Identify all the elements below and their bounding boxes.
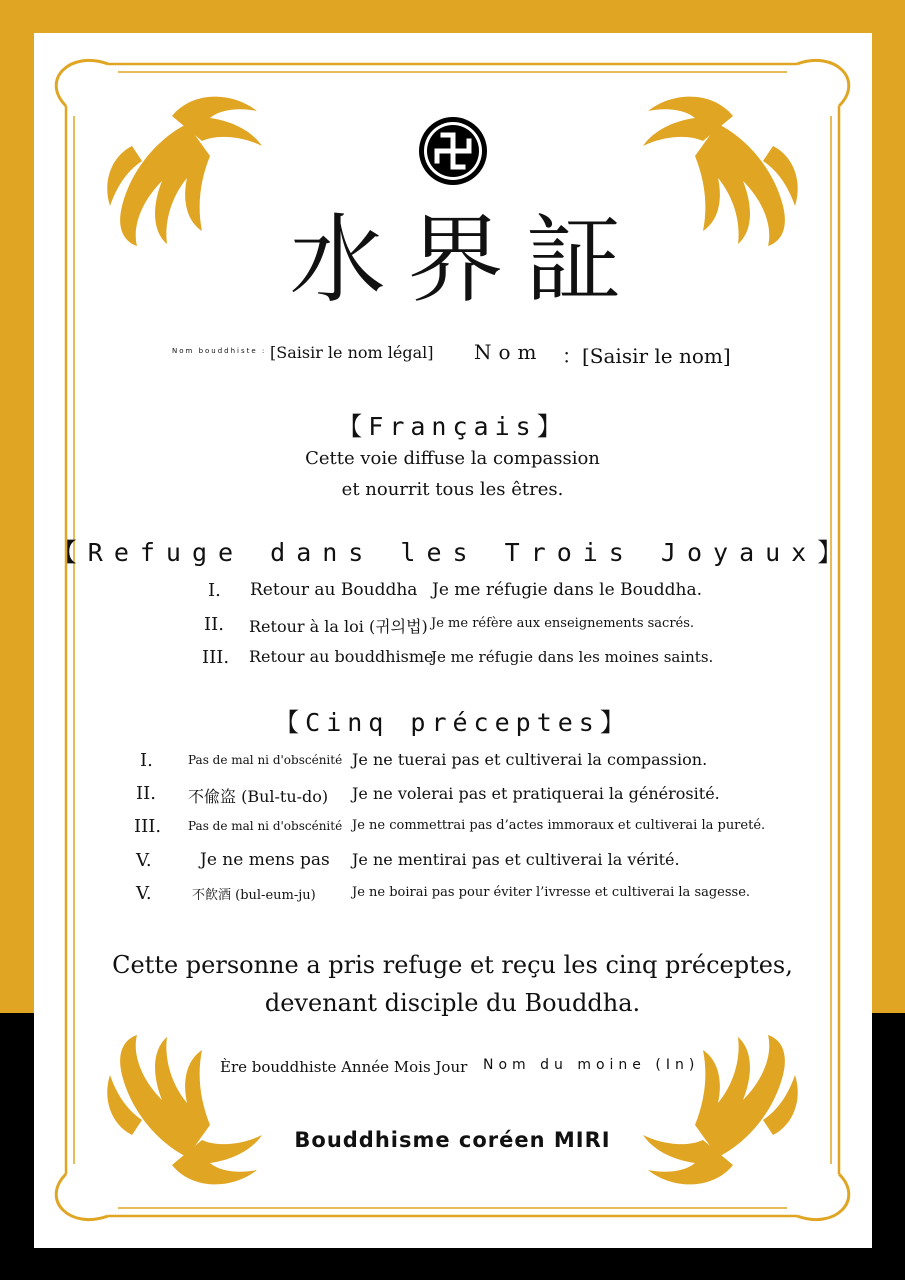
certificate-title: 水界証 — [289, 204, 644, 316]
francais-line-2: et nourrit tous les êtres. — [341, 479, 564, 500]
precept-left: Pas de mal ni d'obscénité — [188, 753, 343, 767]
refuge-left: Retour à la loi (귀의법) — [249, 617, 428, 636]
precept-left: Pas de mal ni d'obscénité — [188, 819, 343, 833]
refuge-left: Retour au bouddhisme — [249, 647, 434, 666]
refuge-right: Je me réfère aux enseignements sacrés. — [431, 616, 695, 631]
buddhist-name-value: [Saisir le nom légal] — [270, 343, 434, 362]
closing-statement — [0, 946, 905, 1022]
francais-heading: 【Français】 — [337, 412, 568, 441]
precepts-heading: 【Cinq préceptes】 — [274, 708, 631, 737]
refuge-right: Je me réfugie dans le Bouddha. — [432, 580, 702, 600]
precept-number: V. — [136, 883, 152, 904]
manji-seal-icon — [417, 115, 489, 187]
precept-left: Je ne mens pas — [200, 850, 330, 870]
name-value: ：[Saisir le nom] — [562, 344, 731, 368]
monk-name-line: Nom du moine (In) — [483, 1057, 700, 1073]
refuge-number: II. — [204, 614, 224, 635]
precept-right: Je ne mentirai pas et cultiverai la vérité. — [352, 850, 680, 869]
refuge-heading: 【Refuge dans les Trois Joyaux】 — [51, 538, 854, 567]
precept-left: 不偸盗 (Bul-tu-do) — [188, 787, 329, 806]
precept-number: II. — [136, 783, 156, 804]
precept-number: V. — [136, 850, 152, 871]
organization-name: Bouddhisme coréen MIRI — [294, 1128, 611, 1152]
precept-left: 不飮酒 (bul-eum-ju) — [192, 888, 316, 903]
precept-number: I. — [140, 750, 153, 771]
closing-line-1: Cette personne a pris refuge et reçu les cinq préceptes, — [112, 951, 793, 979]
closing-line-2: devenant disciple du Bouddha. — [264, 989, 641, 1017]
francais-line-1: Cette voie diffuse la compassion — [305, 448, 600, 469]
precept-right: Je ne commettrai pas d’actes immoraux et cultiverai la pureté. — [352, 818, 766, 833]
date-line: Ère bouddhiste Année Mois Jour — [220, 1058, 468, 1076]
phoenix-ornament-bottom-left — [92, 1030, 272, 1195]
precept-right: Je ne tuerai pas et cultiverai la compassion. — [352, 750, 708, 769]
name-row — [0, 338, 905, 368]
refuge-number: I. — [208, 580, 221, 601]
name-label: Nom — [474, 340, 544, 364]
refuge-number: III. — [202, 647, 230, 668]
precept-right: Je ne boirai pas pour éviter l’ivresse et cultiverai la sagesse. — [352, 885, 751, 900]
refuge-right: Je me réfugie dans les moines saints. — [431, 648, 714, 666]
precept-right: Je ne volerai pas et pratiquerai la générosité. — [352, 784, 720, 803]
precept-number: III. — [134, 816, 162, 837]
phoenix-ornament-bottom-right — [633, 1030, 813, 1195]
refuge-left: Retour au Bouddha — [250, 580, 418, 600]
buddhist-name-label: Nom bouddhiste : — [172, 347, 267, 355]
